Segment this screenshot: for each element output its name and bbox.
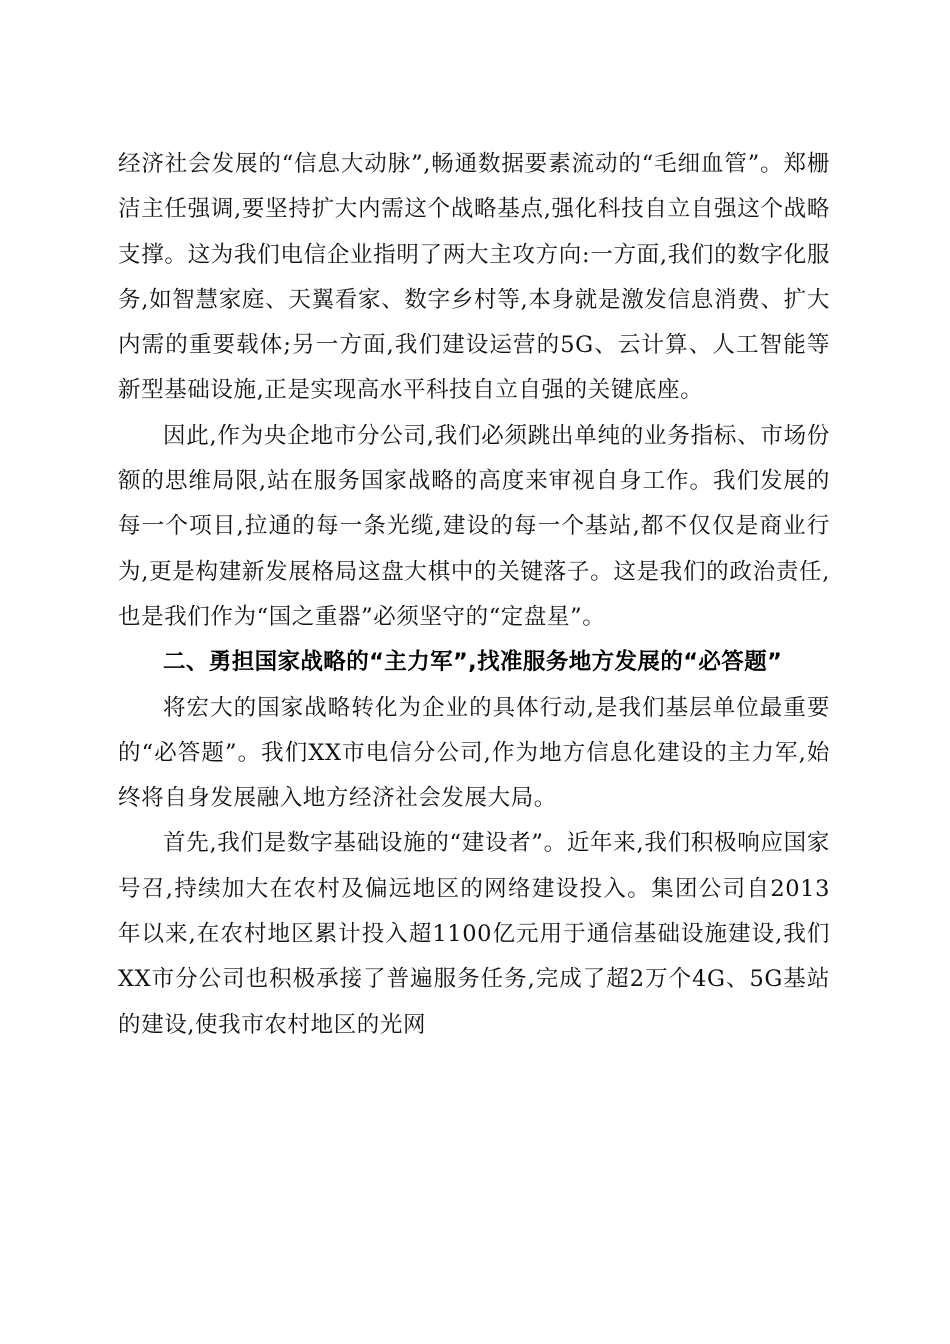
body-paragraph-3: 将宏大的国家战略转化为企业的具体行动,是我们基层单位最重要的“必答题”。我们XX市电信分公司,作为地方信息化建设的主力军,始终将自身发展融入地方经济社会发展大局。	[118, 694, 830, 812]
document-body	[118, 142, 830, 1048]
body-paragraph-2: 因此,作为央企地市分公司,我们必须跳出单纯的业务指标、市场份额的思维局限,站在服务国家战略的高度来审视自身工作。我们发展的每一个项目,拉通的每一条光缆,建设的每一个基站,都不仅仅是商业行为,更是构建新发展格局这盘大棋中的关键落子。这是我们的政治责任,也是我们作为“国之重器”必须坚守的“定盘星”。	[118, 422, 830, 630]
body-paragraph-4: 首先,我们是数字基础设施的“建设者”。近年来,我们积极响应国家号召,持续加大在农村及偏远地区的网络建设投入。集团公司自2013年以来,在农村地区累计投入超1100亿元用于通信基础设施建设,我们XX市分公司也积极承接了普遍服务任务,完成了超2万个4G、5G基站的建设,使我市农村地区的光网	[118, 830, 830, 1038]
body-paragraph-1: 经济社会发展的“信息大动脉”,畅通数据要素流动的“毛细血管”。郑栅洁主任强调,要坚持扩大内需这个战略基点,强化科技自立自强这个战略支撑。这为我们电信企业指明了两大主攻方向:一方面,我们的数字化服务,如智慧家庭、天翼看家、数字乡村等,本身就是激发信息消费、扩大内需的重要载体;另一方面,我们建设运营的5G、云计算、人工智能等新型基础设施,正是实现高水平科技自立自强的关键底座。	[118, 151, 830, 404]
section-heading: 二、勇担国家战略的“主力军”,找准服务地方发展的“必答题”	[163, 649, 783, 676]
